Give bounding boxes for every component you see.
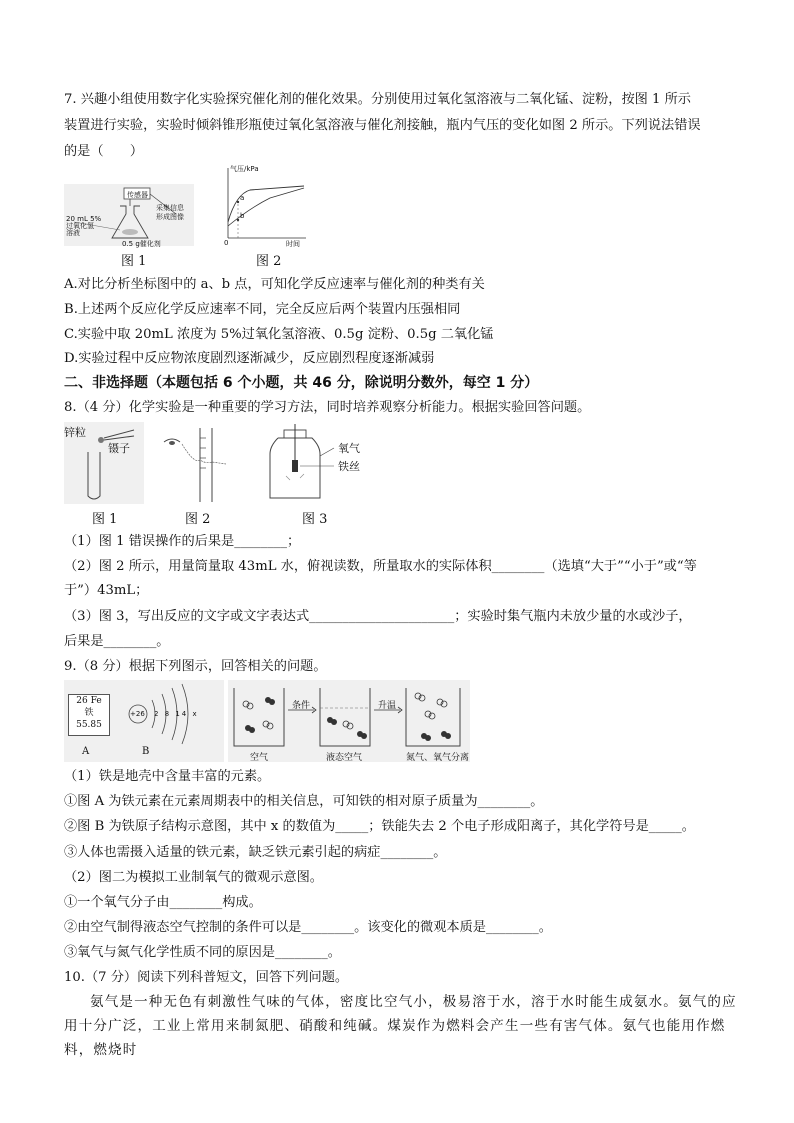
q8-sub-3-line-2: 后果是________。 (64, 634, 170, 649)
h2o2-label-line-3: 溶液 (66, 229, 80, 237)
section-2-heading: 二、非选择题（本题包括 6 个小题，共 46 分，除说明分数外，每空 1 分） (64, 375, 539, 391)
electron-shells: 2 8 14 x (154, 710, 199, 718)
q8-figure-3 (262, 422, 362, 504)
cylinder-reading-drawing (160, 424, 230, 504)
q8-sub-3-line-1: （3）图 3，写出反应的文字或文字表达式______________________；实验时集气瓶内未放少量的水或沙子， (64, 609, 692, 624)
q7-fig1-caption: 图 1 (121, 254, 147, 269)
q9-sub-2-item-2: ②由空气制得液态空气控制的条件可以是________。该变化的微观本质是________。 (64, 920, 552, 935)
zinc-label: 锌粒 (64, 426, 86, 439)
q9-sub-2-item-1: ①一个氧气分子由________构成。 (64, 895, 262, 910)
figure-a-label: A (82, 746, 90, 757)
figure-b-label: B (142, 746, 150, 757)
h2o2-label (66, 216, 101, 237)
separation-label: 氮气、氧气分离 (406, 753, 470, 763)
oxygen-label: 氧气 (338, 442, 360, 455)
q9-sub-2: （2）图二为模拟工业制氧气的微观示意图。 (64, 870, 323, 885)
q9-sub-1: （1）铁是地壳中含量丰富的元素。 (64, 769, 271, 784)
q7-option-a: A.对比分析坐标图中的 a、b 点，可知化学反应速率与催化剂的种类有关 (64, 277, 485, 292)
catalyst-label: 0.5 g催化剂 (122, 240, 161, 248)
q9-sub-2-item-3: ③氧气与氮气化学性质不同的原因是________。 (64, 945, 341, 960)
q10-passage: 氨气是一种无色有刺激性气味的气体，密度比空气小，极易溶于水，溶于水时能生成氨水。氨气的应用十分广泛，工业上常用来制氮肥、硝酸和纯碱。煤炭作为燃料会产生一些有害气体。氨气也能用作燃料，燃烧时 (64, 994, 737, 1058)
q7-option-d: D.实验过程中反应物浓度剧烈逐渐减少，反应剧烈程度逐渐减弱 (64, 351, 435, 366)
q7-line-3: 的是（ ） (64, 144, 144, 159)
graph-xlabel: 时间 (286, 240, 300, 248)
q9-stem: 9.（8 分）根据下列图示，回答相关的问题。 (64, 659, 327, 674)
graph-origin: 0 (224, 239, 229, 247)
q7-figure-2 (220, 164, 310, 246)
iron-element-card (68, 694, 110, 736)
q8-figure-1 (64, 422, 144, 504)
q8-fig1-caption: 图 1 (92, 512, 118, 527)
liquid-air-label: 液态空气 (326, 753, 363, 763)
q10-stem: 10.（7 分）阅读下列科普短文，回答下列问题。 (64, 970, 349, 985)
collect-info-line-1: 采集信息 (156, 204, 184, 212)
nucleus-charge: +26 (130, 710, 145, 718)
collect-info-line-2: 形成图像 (156, 213, 184, 221)
q7-fig2-caption: 图 2 (256, 254, 282, 269)
q8-figure-2 (160, 424, 230, 504)
heat-label: 升温 (378, 701, 397, 711)
q9-sub-1-item-2: ②图 B 为铁原子结构示意图，其中 x 的数值为_____；铁能失去 2 个电子形成阳离子，其化学符号是_____。 (64, 819, 695, 834)
q7-option-c: C.实验中取 20mL 浓度为 5%过氧化氢溶液、0.5g 淀粉、0.5g 二氧化锰 (64, 327, 494, 342)
atomic-mass: 55.85 (76, 720, 102, 730)
graph-ylabel: 气压/kPa (230, 165, 259, 173)
q8-fig3-caption: 图 3 (302, 512, 328, 527)
atomic-number: 26 (76, 696, 88, 706)
q8-fig2-caption: 图 2 (185, 512, 211, 527)
q8-sub-1: （1）图 1 错误操作的后果是________； (64, 534, 301, 549)
point-b-label: b (240, 212, 245, 220)
q7-line-1: 7. 兴趣小组使用数字化实验探究催化剂的催化效果。分别使用过氧化氢溶液与二氧化锰、淀粉，按图 1 所示 (64, 92, 691, 107)
q9-sub-1-item-3: ③人体也需摄入适量的铁元素，缺乏铁元素引起的病症________。 (64, 845, 447, 860)
sensor-label: 传感器 (127, 191, 148, 199)
q8-sub-2-line-2: 于”）43mL； (64, 583, 149, 598)
iron-wire-label: 铁丝 (338, 460, 360, 473)
element-symbol: Fe (90, 696, 102, 706)
q9-figure-oxygen-process (228, 680, 470, 762)
q9-sub-1-item-1: ①图 A 为铁元素在元素周期表中的相关信息，可知铁的相对原子质量为________。 (64, 794, 544, 809)
h2o2-label-line-2: 过氧化氢 (66, 222, 94, 230)
tweezers-label: 镊子 (108, 442, 130, 455)
collect-info-label (156, 204, 184, 222)
condition-label: 条件 (292, 701, 311, 711)
q9-figure-a-b (64, 680, 224, 762)
air-label: 空气 (250, 753, 269, 763)
q7-figure-1 (64, 184, 194, 246)
q7-line-2: 装置进行实验，实验时倾斜锥形瓶使过氧化氢溶液与催化剂接触，瓶内气压的变化如图 2 所示。下列说法错误 (64, 118, 701, 133)
point-a-label: a (240, 194, 245, 202)
q8-sub-2-line-1: （2）图 2 所示，用量筒量取 43mL 水，俯视读数，所量取水的实际体积________（选填“大于”“小于”或“等 (64, 559, 697, 574)
h2o2-label-line-1: 20 mL 5% (66, 215, 102, 223)
pressure-time-graph (220, 164, 310, 246)
q7-option-b: B.上述两个反应化学反应速率不同，完全反应后两个装置内压强相同 (64, 302, 461, 317)
q8-stem: 8.（4 分）化学实验是一种重要的学习方法，同时培养观察分析能力。根据实验回答问题。 (64, 400, 591, 415)
element-name: 铁 (84, 708, 94, 718)
